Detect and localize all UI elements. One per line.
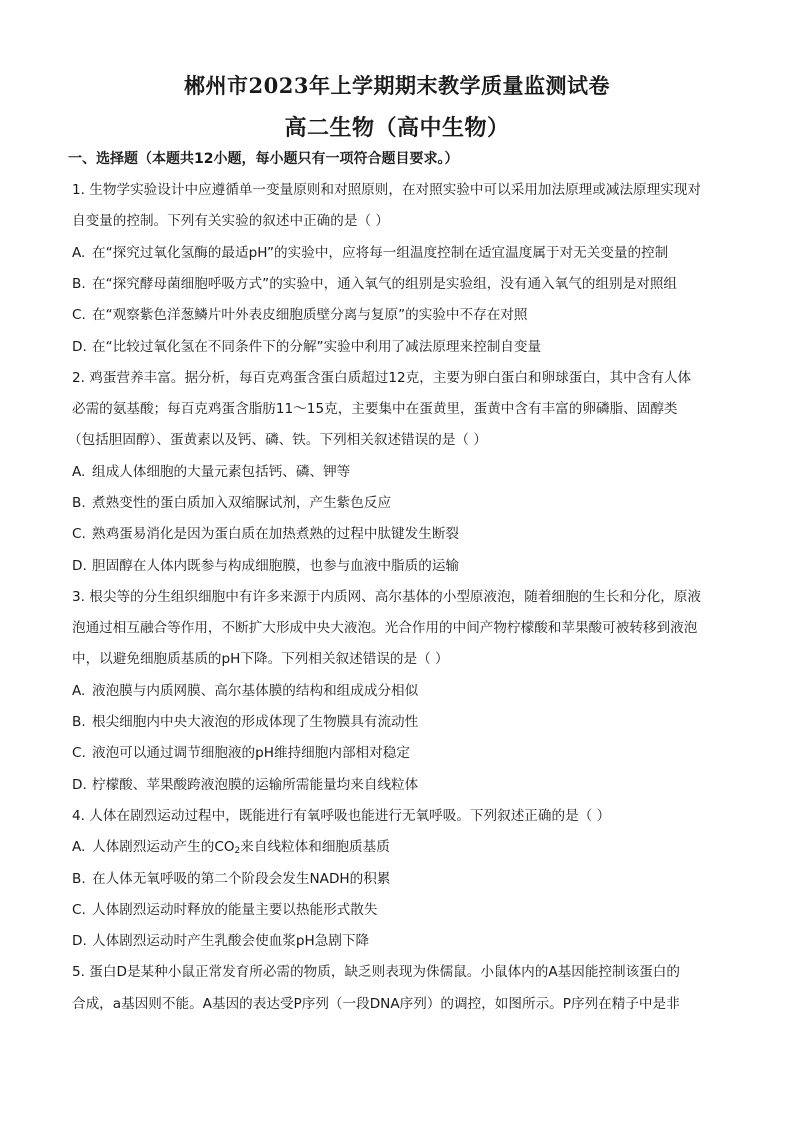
question-1-option-b xyxy=(72,274,677,294)
question-1-option-d xyxy=(72,337,541,357)
option-label: D. xyxy=(72,558,87,574)
option-label: A. xyxy=(72,683,86,699)
section-heading: 一、选择题（本题共12小题，每小题只有一项符合题目要求。） xyxy=(68,151,459,167)
question-5-stem-line-1: 5. 蛋白D是某种小鼠正常发育所必需的物质，缺乏则表现为侏儒鼠。小鼠体内的A基因能控制该蛋白的 xyxy=(72,964,680,980)
question-2-option-b xyxy=(72,493,391,513)
option-label: A. xyxy=(72,245,86,261)
question-2-option-a xyxy=(72,462,350,482)
option-text: 在“比较过氧化氢在不同条件下的分解”实验中利用了减法原理来控制自变量 xyxy=(92,339,542,355)
option-label: D. xyxy=(72,339,87,355)
exam-subtitle: 高二生物（高中生物） xyxy=(284,115,510,141)
question-2-option-c xyxy=(72,524,459,544)
option-text: 柠檬酸、苹果酸跨液泡膜的运输所需能量均来自线粒体 xyxy=(92,777,419,793)
option-label: C. xyxy=(72,307,86,323)
question-2-stem-line-2: 必需的氨基酸；每百克鸡蛋含脂肪11～15克，主要集中在蛋黄里，蛋黄中含有丰富的卵磷脂、固醇类 xyxy=(72,401,678,417)
question-2-option-d xyxy=(72,556,459,576)
option-label: B. xyxy=(72,714,86,730)
option-text: 人体剧烈运动时产生乳酸会使血浆pH急剧下降 xyxy=(92,933,370,949)
option-text: 熟鸡蛋易消化是因为蛋白质在加热煮熟的过程中肽键发生断裂 xyxy=(92,526,460,542)
question-2-stem-line-1: 2. 鸡蛋营养丰富。据分析，每百克鸡蛋含蛋白质超过12克，主要为卵白蛋白和卵球蛋白，其中含有人体 xyxy=(72,370,692,386)
question-5-stem-line-2: 合成，a基因则不能。A基因的表达受P序列（一段DNA序列）的调控，如图所示。P序列在精子中是非 xyxy=(72,996,680,1012)
question-4-option-d xyxy=(72,931,369,951)
option-label: D. xyxy=(72,933,87,949)
question-4-option-c xyxy=(72,900,377,920)
question-3-option-d xyxy=(72,775,418,795)
option-text: 煮熟变性的蛋白质加入双缩脲试剂，产生紫色反应 xyxy=(92,495,392,511)
question-4-stem-line-1: 4. 人体在剧烈运动过程中，既能进行有氧呼吸也能进行无氧呼吸。下列叙述正确的是（ ） xyxy=(72,808,611,824)
option-label: B. xyxy=(72,495,86,511)
question-3-stem-line-2: 泡通过相互融合等作用，不断扩大形成中央大液泡。光合作用的中间产物柠檬酸和苹果酸可被转移到液泡 xyxy=(72,620,698,636)
option-label: B. xyxy=(72,871,86,887)
option-text: 在“探究酵母菌细胞呼吸方式”的实验中，通入氧气的组别是实验组，没有通入氧气的组别是对照组 xyxy=(92,276,678,292)
question-3-option-a xyxy=(72,681,418,701)
option-text: 人体剧烈运动时释放的能量主要以热能形式散失 xyxy=(92,902,378,918)
question-1-option-c xyxy=(72,305,528,325)
option-text: 胆固醇在人体内既参与构成细胞膜，也参与血液中脂质的运输 xyxy=(92,558,460,574)
question-2-stem-line-3: （包括胆固醇）、蛋黄素以及钙、磷、铁。下列相关叙述错误的是（ ） xyxy=(68,432,487,448)
option-label: C. xyxy=(72,902,86,918)
question-4-option-a xyxy=(72,837,390,857)
option-text: 液泡膜与内质网膜、高尔基体膜的结构和组成成分相似 xyxy=(92,683,419,699)
option-label: B. xyxy=(72,276,86,292)
question-1-stem-line-1: 1. 生物学实验设计中应遵循单一变量原则和对照原则，在对照实验中可以采用加法原理或减法原理实现对 xyxy=(72,182,702,198)
option-text: 液泡可以通过调节细胞液的pH维持细胞内部相对稳定 xyxy=(92,745,410,761)
option-text-after: 来自线粒体和细胞质基质 xyxy=(240,839,390,855)
subscript-2: 2 xyxy=(234,846,241,856)
option-label: C. xyxy=(72,745,86,761)
option-label: A. xyxy=(72,464,86,480)
option-text: 在人体无氧呼吸的第二个阶段会发生NADH的积累 xyxy=(92,871,391,887)
question-1-stem-line-2: 自变量的控制。下列有关实验的叙述中正确的是（ ） xyxy=(72,213,389,229)
option-text: 组成人体细胞的大量元素包括钙、磷、钾等 xyxy=(92,464,351,480)
question-1-option-a xyxy=(72,243,668,263)
option-text: 在“探究过氧化氢酶的最适pH”的实验中，应将每一组温度控制在适宜温度属于对无关变量的控制 xyxy=(92,245,669,261)
exam-title: 郴州市2023年上学期期末教学质量监测试卷 xyxy=(184,73,610,98)
option-label: C. xyxy=(72,526,86,542)
option-label: A. xyxy=(72,839,86,855)
option-text-before: 人体剧烈运动产生的CO xyxy=(92,839,235,855)
question-3-stem-line-3: 中，以避免细胞质基质的pH下降。下列相关叙述错误的是（ ） xyxy=(72,651,449,667)
option-text: 在“观察紫色洋葱鳞片叶外表皮细胞质壁分离与复原”的实验中不存在对照 xyxy=(92,307,528,323)
question-3-option-c xyxy=(72,743,410,763)
question-3-stem-line-1: 3. 根尖等的分生组织细胞中有许多来源于内质网、高尔基体的小型原液泡，随着细胞的生长和分化，原液 xyxy=(72,589,702,605)
question-3-option-b xyxy=(72,712,418,732)
question-4-option-b xyxy=(72,869,390,889)
option-label: D. xyxy=(72,777,87,793)
option-text: 根尖细胞内中央大液泡的形成体现了生物膜具有流动性 xyxy=(92,714,419,730)
